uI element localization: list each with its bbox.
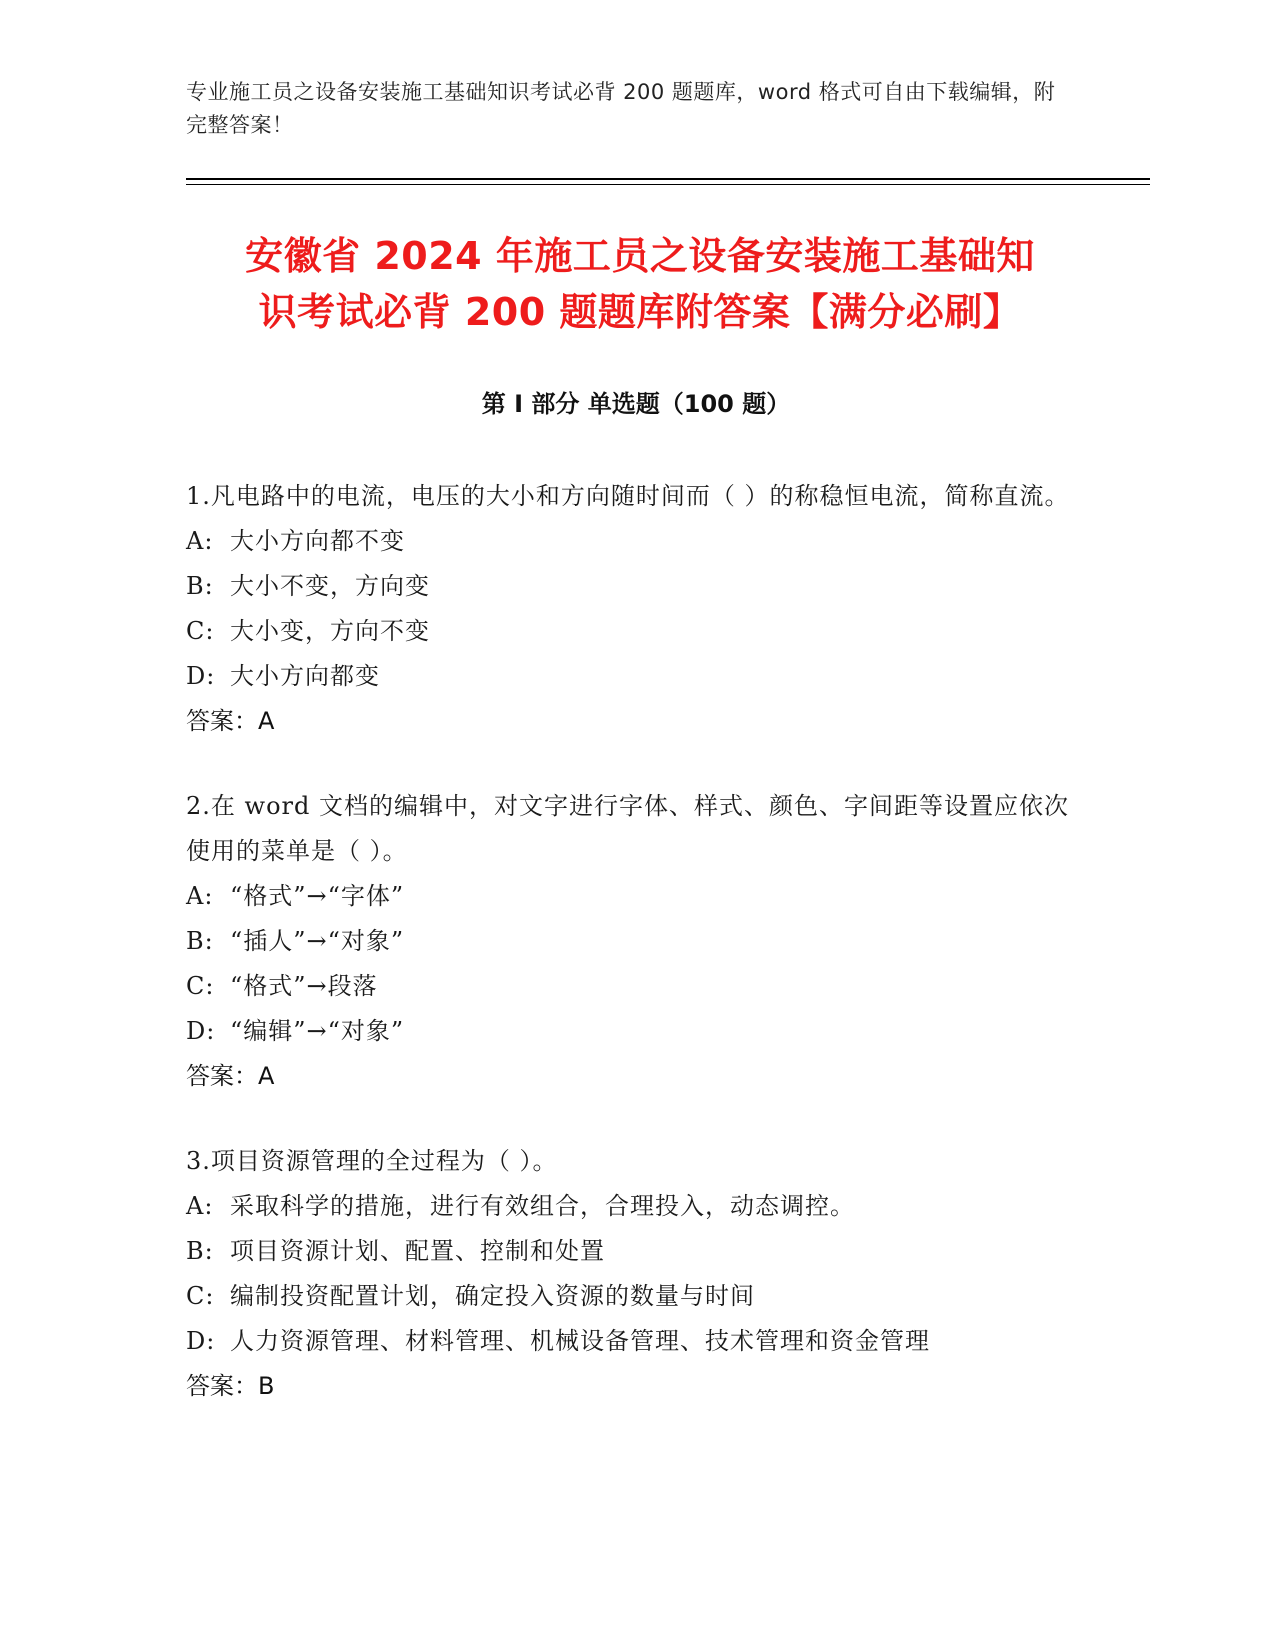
option-b [186, 564, 1086, 609]
option-text: 编制投资配置计划，确定投入资源的数量与时间 [230, 1282, 755, 1310]
question-stem: 2.在 word 文档的编辑中，对文字进行字体、样式、颜色、字间距等设置应依次使用的菜单是（ ）。 [186, 792, 1069, 865]
option-key: A: [186, 527, 214, 555]
option-key: B: [186, 927, 214, 955]
option-d [186, 1319, 1086, 1364]
option-c [186, 609, 1086, 654]
option-a [186, 519, 1086, 564]
question-list [186, 474, 1086, 1449]
section-title: 第 I 部分 单选题（100 题） [481, 390, 791, 418]
option-a [186, 874, 1086, 919]
option-b [186, 1229, 1086, 1274]
document-title-line-1: 安徽省 2024 年施工员之设备安装施工基础知 [245, 234, 1035, 278]
option-key: A: [186, 882, 214, 910]
option-text: 人力资源管理、材料管理、机械设备管理、技术管理和资金管理 [230, 1327, 930, 1355]
option-key: D: [186, 662, 216, 690]
document-title [180, 228, 1100, 340]
option-text: “编辑”→“对象” [230, 1017, 405, 1045]
question-item [186, 474, 1086, 744]
question-stem: 3.项目资源管理的全过程为（ ）。 [186, 1147, 558, 1175]
question-item [186, 1139, 1086, 1409]
document-title-line-2: 识考试必背 200 题题库附答案【满分必刷】 [258, 290, 1022, 334]
option-key: D: [186, 1017, 216, 1045]
option-key: B: [186, 1237, 214, 1265]
option-text: 大小不变，方向变 [230, 572, 430, 600]
answer-line: 答案：A [186, 1062, 275, 1090]
option-text: “格式”→段落 [230, 972, 378, 1000]
option-d [186, 654, 1086, 699]
option-c [186, 1274, 1086, 1319]
option-d [186, 1009, 1086, 1054]
answer-line: 答案：B [186, 1372, 275, 1400]
option-text: “格式”→“字体” [230, 882, 405, 910]
option-text: 大小方向都不变 [230, 527, 405, 555]
option-text: 项目资源计划、配置、控制和处置 [230, 1237, 605, 1265]
question-item [186, 784, 1086, 1099]
option-key: D: [186, 1327, 216, 1355]
option-a [186, 1184, 1086, 1229]
header-divider-thin [186, 184, 1150, 185]
option-text: 大小方向都变 [230, 662, 380, 690]
option-key: B: [186, 572, 214, 600]
option-key: A: [186, 1192, 214, 1220]
option-key: C: [186, 1282, 215, 1310]
option-b [186, 919, 1086, 964]
option-text: “插人”→“对象” [230, 927, 405, 955]
answer-line: 答案：A [186, 707, 275, 735]
option-key: C: [186, 972, 215, 1000]
option-text: 大小变，方向不变 [230, 617, 430, 645]
option-key: C: [186, 617, 215, 645]
header-note: 专业施工员之设备安装施工基础知识考试必背 200 题题库，word 格式可自由下载编辑，附完整答案！ [186, 80, 1056, 137]
header-divider-thick [186, 178, 1150, 180]
option-text: 采取科学的措施，进行有效组合，合理投入，动态调控。 [230, 1192, 855, 1220]
option-c [186, 964, 1086, 1009]
question-stem: 1.凡电路中的电流，电压的大小和方向随时间而（ ）的称稳恒电流，简称直流。 [186, 482, 1070, 510]
